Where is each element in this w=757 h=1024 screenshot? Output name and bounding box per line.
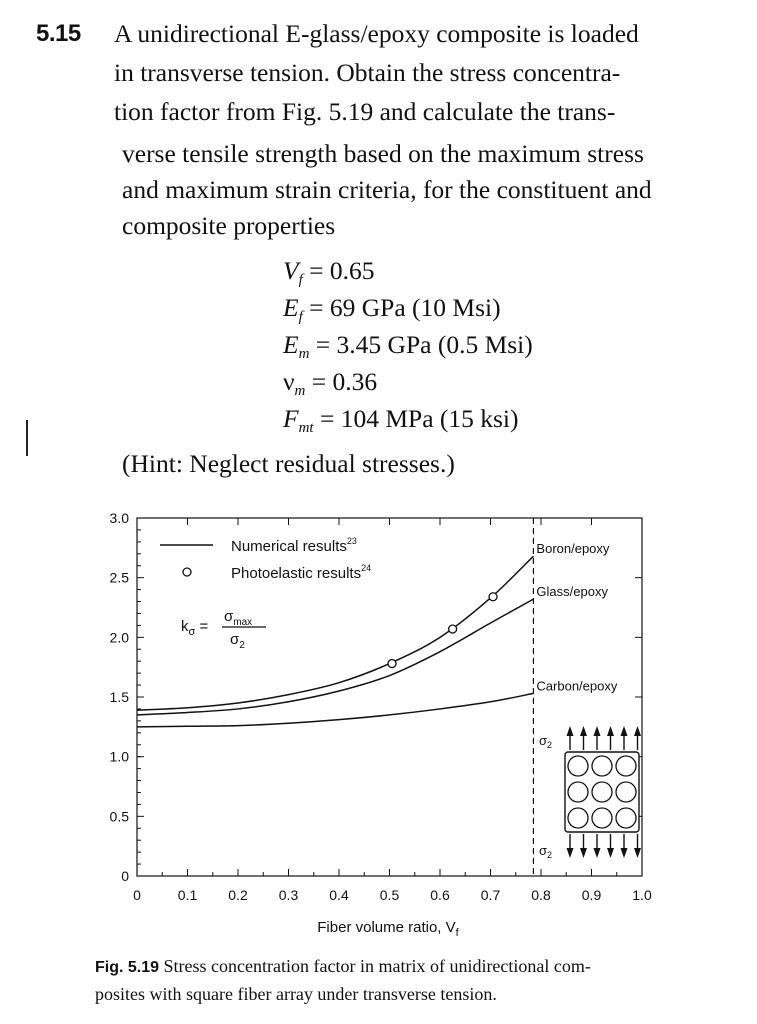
y-tick-label: 1.0 [109, 748, 129, 765]
x-tick-label: 0.5 [379, 887, 400, 903]
inset-sigma-top: $\sigma_2$ [539, 733, 553, 750]
x-tick-label: 0.3 [278, 887, 299, 903]
inset-arrowhead-up [567, 726, 574, 736]
legend-line-label: Numerical results$^{23}$ [231, 536, 357, 555]
x-tick-label: 1.0 [632, 887, 652, 903]
photoelastic-point [388, 660, 396, 668]
hint-text: (Hint: Neglect residual stresses.) [122, 449, 455, 478]
inset-arrowhead-up [594, 726, 601, 736]
svg-text:kσ =: $k_\sigma$ = [181, 618, 209, 638]
y-tick-label: 3.0 [109, 510, 129, 526]
figure-caption [95, 953, 725, 1007]
legend-marker-label: Photoelastic results$^{24}$ [231, 563, 372, 582]
k-sigma-formula [181, 608, 266, 651]
series-layer [137, 518, 618, 876]
legend-marker-sample [183, 568, 191, 576]
x-tick-label: 0.1 [177, 887, 198, 903]
equation-ef: $E_f = 69$ GPa (10 Msi) [283, 293, 501, 325]
y-tick-label: 2.5 [109, 569, 129, 586]
caption-text-line: Stress concentration factor in matrix of unidirectional com- [163, 956, 591, 976]
series-line-carbon-epoxy [137, 693, 533, 726]
inset-arrowhead-down [567, 848, 574, 858]
figure-label: Fig. 5.19 [95, 959, 160, 976]
x-tick-label: 0.4 [329, 887, 349, 903]
svg-text:σ2: $\sigma_2$ [230, 631, 245, 651]
inset-arrowhead-up [621, 726, 628, 736]
inset-arrowhead-up [580, 726, 587, 736]
photoelastic-point [449, 625, 457, 633]
problem-number: 5.15 [36, 20, 81, 47]
series-label-carbon-epoxy: Carbon/epoxy [536, 678, 618, 694]
problem-text-line: composite properties [122, 211, 336, 240]
margin-change-bar [26, 420, 28, 456]
equation-vf: $V_f = 0.65$ [283, 256, 375, 288]
problem-text-line: tion factor from Fig. 5.19 and calculate the trans- [114, 97, 616, 126]
x-axis-label: Fiber volume ratio, $V_f$ [317, 919, 459, 939]
x-tick-label: 0.2 [228, 887, 248, 903]
inset-matrix-box [565, 752, 639, 832]
series-label-boron-epoxy: Boron/epoxy [536, 541, 610, 557]
inset-arrowhead-up [607, 726, 614, 736]
inset-arrowhead-up [634, 726, 641, 736]
inset-sigma-bottom: $\sigma_2$ [539, 843, 553, 860]
equation-em: $E_m = 3.45$ GPa (0.5 Msi) [283, 330, 533, 362]
fiber-array-inset [565, 726, 641, 858]
series-line-glass-epoxy [137, 599, 533, 715]
x-tick-label: 0.9 [581, 887, 602, 903]
problem-text-line: verse tensile strength based on the maximum stress [122, 139, 644, 168]
problem-text-line: in transverse tension. Obtain the stress concentra- [114, 58, 621, 87]
inset-arrowhead-down [594, 848, 601, 858]
x-tick-label: 0.7 [480, 887, 501, 903]
y-tick-label: 1.5 [109, 689, 129, 705]
inset-arrowhead-down [580, 848, 587, 858]
equation-num: $\nu_m = 0.36$ [283, 367, 378, 399]
caption-text-line: posites with square fiber array under transverse tension. [95, 984, 497, 1004]
equation-fmt: $F_{mt} = 104$ MPa (15 ksi) [283, 404, 519, 436]
x-tick-label: 0.8 [531, 887, 551, 903]
y-tick-label: 0 [121, 868, 129, 884]
x-tick-label: 0 [133, 887, 141, 903]
inset-arrowhead-down [607, 848, 614, 858]
svg-text:σmax: $\sigma_{max}$ [224, 608, 253, 628]
problem-text-line: and maximum strain criteria, for the constituent and [122, 175, 652, 204]
inset-arrowhead-down [634, 848, 641, 858]
photoelastic-point [489, 593, 497, 601]
x-tick-label: 0.6 [430, 887, 450, 903]
stress-concentration-chart [0, 480, 757, 950]
y-tick-label: 2.0 [109, 629, 129, 646]
inset-arrowhead-down [621, 848, 628, 858]
y-tick-label: 0.5 [109, 808, 129, 825]
problem-text-line: A unidirectional E-glass/epoxy composite is loaded [114, 19, 639, 48]
series-label-glass-epoxy: Glass/epoxy [536, 584, 608, 600]
